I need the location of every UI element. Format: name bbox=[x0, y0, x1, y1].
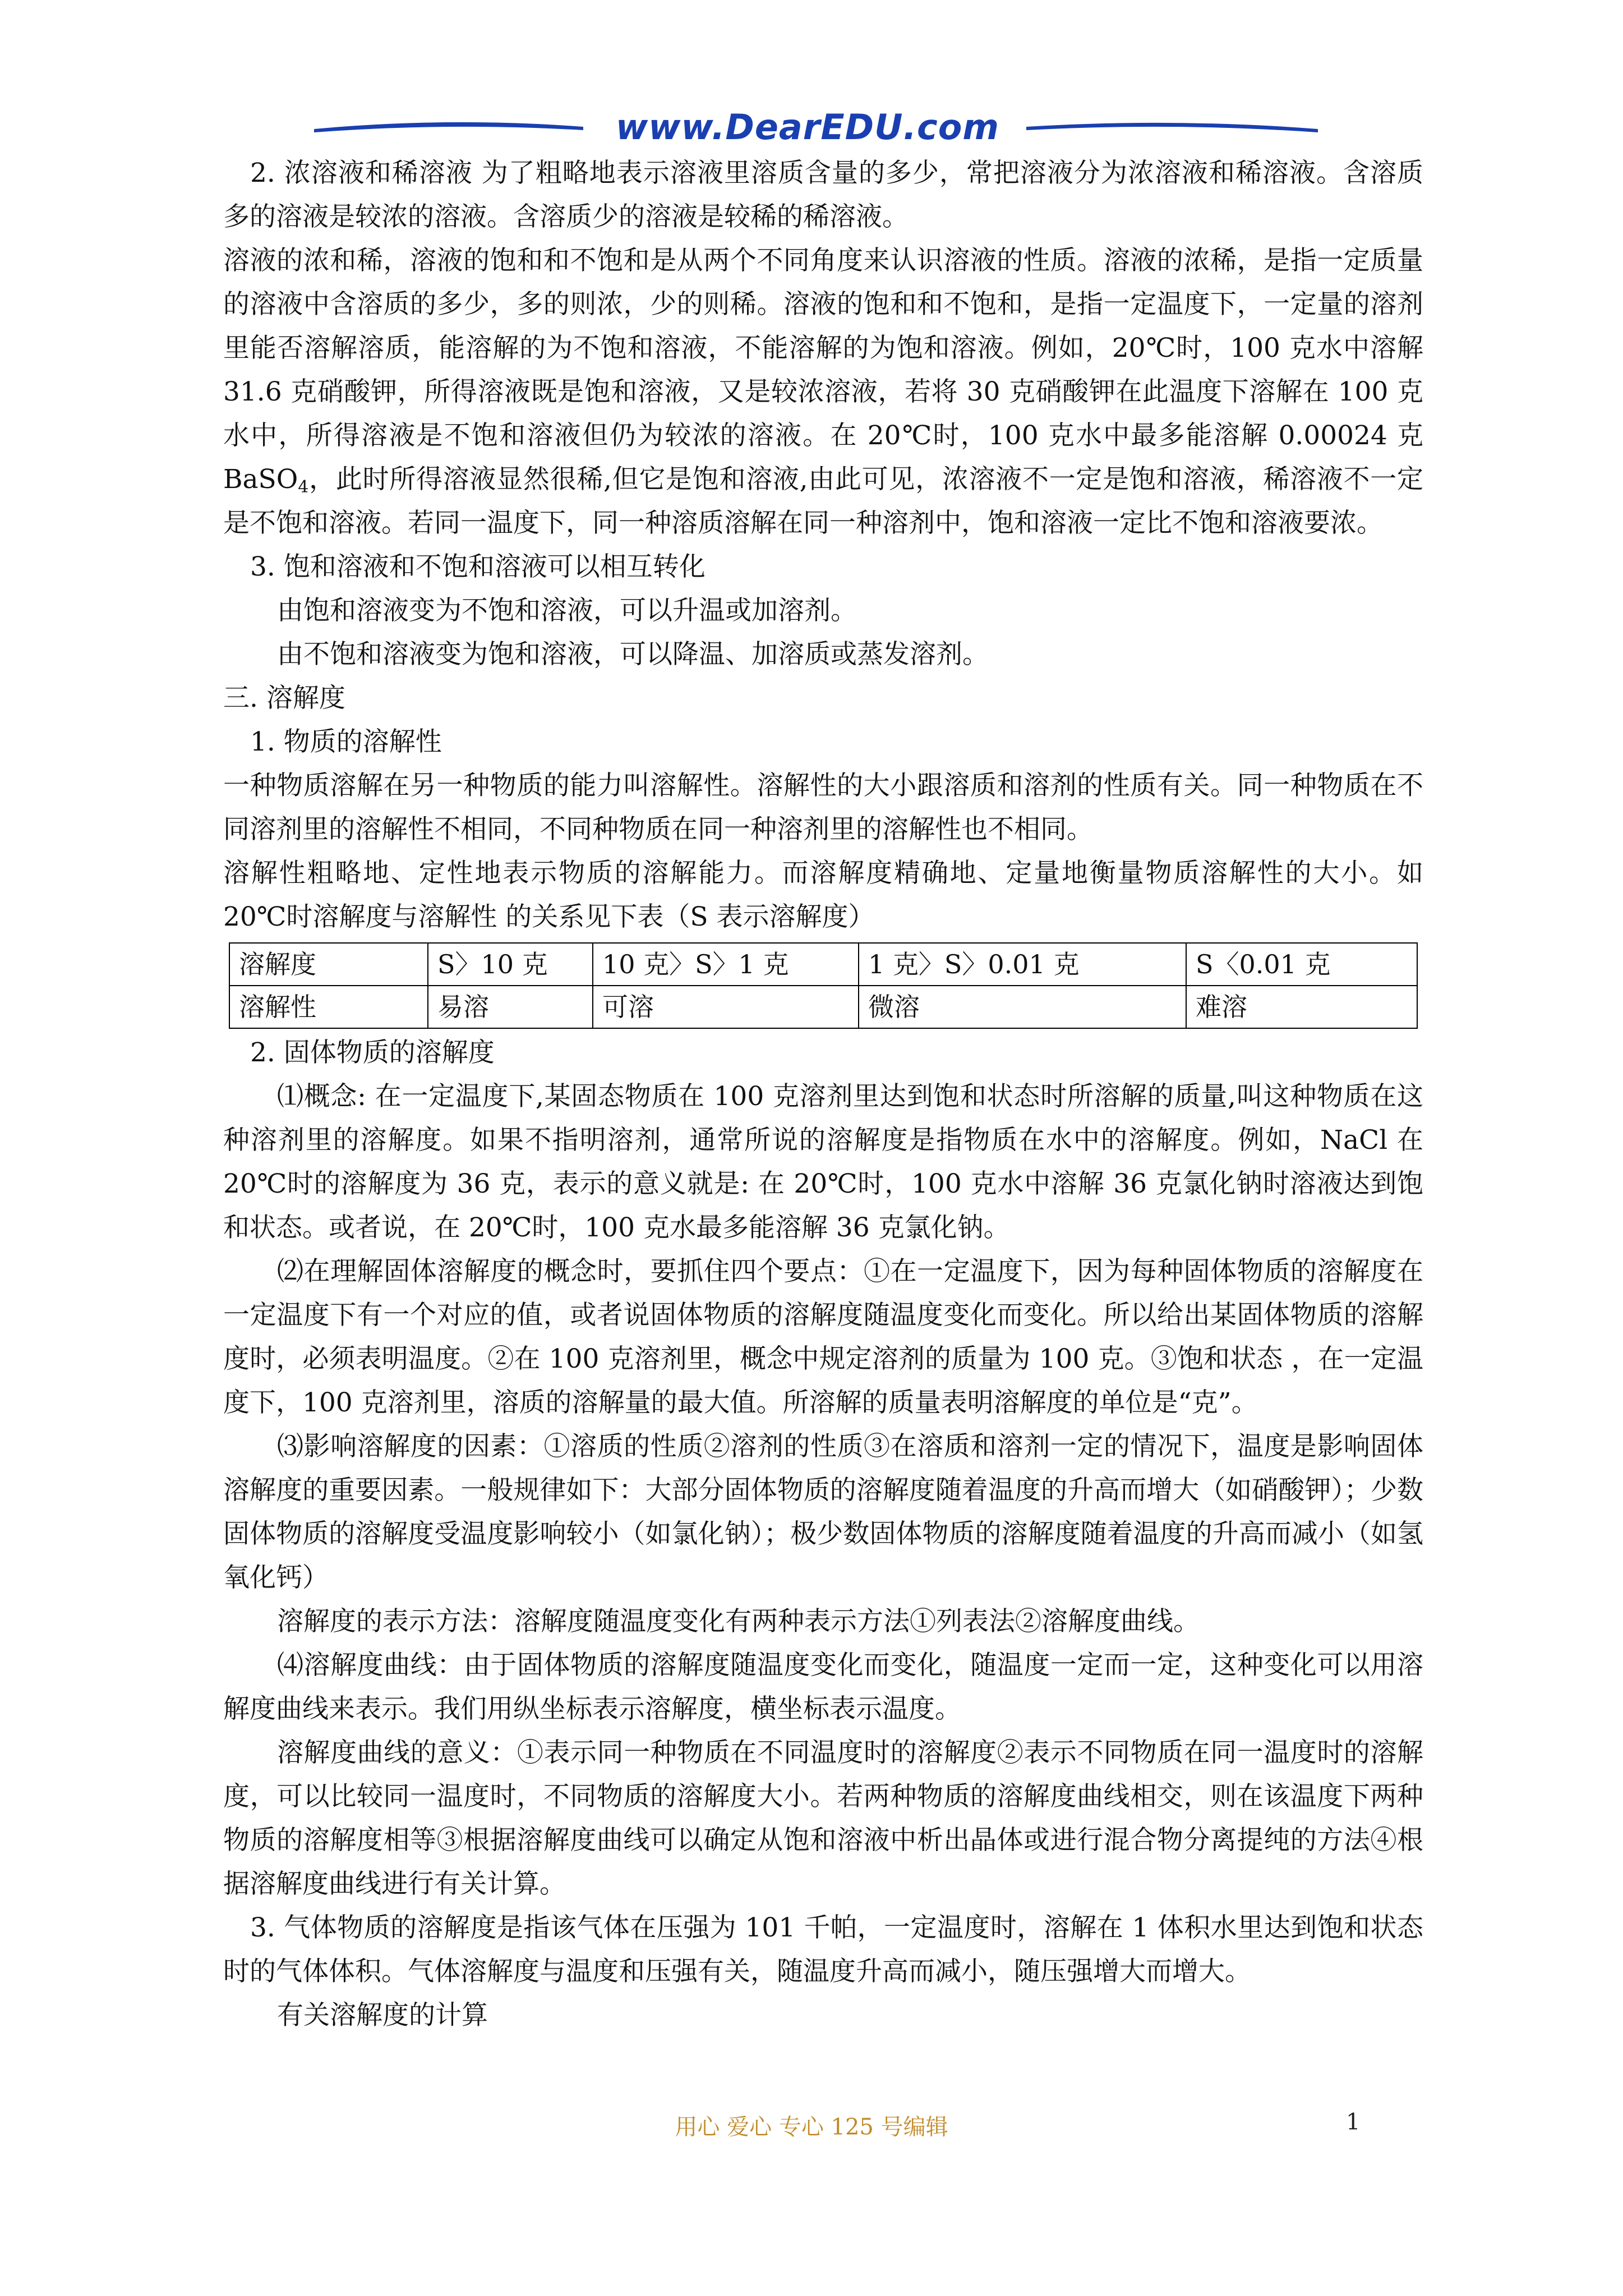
paragraph: 2. 浓溶液和稀溶液 为了粗略地表示溶液里溶质含量的多少，常把溶液分为浓溶液和稀溶液。含溶质多的溶液是较浓的溶液。含溶质少的溶液是较稀的稀溶液。 bbox=[223, 158, 1423, 232]
header-swoosh-right-icon bbox=[1026, 119, 1318, 136]
table-cell: 1 克〉S〉0.01 克 bbox=[859, 943, 1186, 986]
section-heading: 3. 饱和溶液和不饱和溶液可以相互转化 bbox=[250, 551, 706, 582]
paragraph bbox=[223, 239, 1423, 545]
header-swoosh-left-icon bbox=[314, 119, 583, 136]
table-cell: 溶解性 bbox=[229, 986, 428, 1028]
solubility-table bbox=[229, 942, 1418, 1029]
table-cell: 可溶 bbox=[593, 986, 859, 1028]
header-logo: www.DearEDU.com bbox=[615, 107, 999, 148]
paragraph: 有关溶解度的计算 bbox=[277, 2000, 488, 2031]
paragraph: 溶解度曲线的意义：①表示同一种物质在不同温度时的溶解度②表示不同物质在同一温度时的溶解度，可以比较同一温度时，不同物质的溶解度大小。若两种物质的溶解度曲线相交，则在该温度下两种物质的溶解度相等③根据溶解度曲线可以确定从饱和溶液中析出晶体或进行混合物分离提纯的方法④根据溶解度曲线进行有关计算。 bbox=[223, 1737, 1423, 1899]
table-cell: 难溶 bbox=[1186, 986, 1417, 1028]
section-heading: 1. 物质的溶解性 bbox=[250, 726, 442, 757]
table-cell: 易溶 bbox=[428, 986, 593, 1028]
paragraph: ⑴概念: 在一定温度下,某固态物质在 100 克溶剂里达到饱和状态时所溶解的质量,叫这种物质在这种溶剂里的溶解度。如果不指明溶剂，通常所说的溶解度是指物质在水中的溶解度。例如，NaCl 在 20℃时的溶解度为 36 克，表示的意义就是: 在 20℃时，100 克水中溶解 36 克氯化钠时溶液达到饱和状态。或者说，在 20℃时，100 克水最多能溶解 36 克氯化钠。 bbox=[223, 1081, 1423, 1243]
table-cell: 溶解度 bbox=[229, 943, 428, 986]
paragraph-text: ，此时所得溶液显然很稀,但它是饱和溶液,由此可见，浓溶液不一定是饱和溶液，稀溶液不一定是不饱和溶液。若同一温度下，同一种溶质溶解在同一种溶剂中，饱和溶液一定比不饱和溶液要浓。 bbox=[223, 464, 1423, 539]
page-number: 1 bbox=[1346, 2109, 1361, 2135]
table-cell: 微溶 bbox=[859, 986, 1186, 1028]
paragraph: 溶解度的表示方法：溶解度随温度变化有两种表示方法①列表法②溶解度曲线。 bbox=[277, 1606, 1200, 1637]
table-row bbox=[229, 986, 1417, 1028]
table-cell: S〉10 克 bbox=[428, 943, 593, 986]
paragraph: ⑶影响溶解度的因素：①溶质的性质②溶剂的性质③在溶质和溶剂一定的情况下，温度是影响固体溶解度的重要因素。一般规律如下：大部分固体物质的溶解度随着温度的升高而增大（如硝酸钾）；少数固体物质的溶解度受温度影响较小（如氯化钠）；极少数固体物质的溶解度随着温度的升高而减小（如氢氧化钙） bbox=[223, 1431, 1423, 1593]
section-heading: 2. 固体物质的溶解度 bbox=[250, 1037, 495, 1068]
paragraph: 溶解性粗略地、定性地表示物质的溶解能力。而溶解度精确地、定量地衡量物质溶解性的大小。如 20℃时溶解度与溶解性 的关系见下表（S 表示溶解度） bbox=[223, 858, 1423, 932]
document-body bbox=[223, 151, 1423, 2037]
table-cell: S〈0.01 克 bbox=[1186, 943, 1417, 986]
paragraph: 一种物质溶解在另一种物质的能力叫溶解性。溶解性的大小跟溶质和溶剂的性质有关。同一种物质在不同溶剂里的溶解性不相同，不同种物质在同一种溶剂里的溶解性也不相同。 bbox=[223, 770, 1423, 845]
paragraph: ⑵在理解固体溶解度的概念时，要抓住四个要点：①在一定温度下，因为每种固体物质的溶解度在一定温度下有一个对应的值，或者说固体物质的溶解度随温度变化而变化。所以给出某固体物质的溶解度时，必须表明温度。②在 100 克溶剂里，概念中规定溶剂的质量为 100 克。③饱和状态 ，在一定温度下，100 克溶剂里，溶质的溶解量的最大值。所溶解的质量表明溶解度的单位是“克”。 bbox=[223, 1256, 1423, 1418]
section-heading: 三. 溶解度 bbox=[223, 683, 345, 714]
paragraph: 3. 气体物质的溶解度是指该气体在压强为 101 千帕，一定温度时，溶解在 1 体积水里达到饱和状态时的气体体积。气体溶解度与温度和压强有关，随温度升高而减小，随压强增大而增大。 bbox=[223, 1912, 1423, 1987]
paragraph: 由不饱和溶液变为饱和溶液，可以降温、加溶质或蒸发溶剂。 bbox=[277, 639, 989, 670]
paragraph: 由饱和溶液变为不饱和溶液，可以升温或加溶剂。 bbox=[277, 595, 857, 626]
paragraph-text: 溶液的浓和稀，溶液的饱和和不饱和是从两个不同角度来认识溶液的性质。溶液的浓稀，是指一定质量的溶液中含溶质的多少，多的则浓，少的则稀。溶液的饱和和不饱和，是指一定温度下，一定量的溶剂里能否溶解溶质，能溶解的为不饱和溶液，不能溶解的为饱和溶液。例如，20℃时，100 克水中溶解 31.6 克硝酸钾，所得溶液既是饱和溶液，又是较浓溶液，若将 30 克硝酸钾在此温度下溶解在 100 克水中，所得溶液是不饱和溶液但仍为较浓的溶液。在 20℃时，100 克水中最多能溶解 0.00024 克 BaSO bbox=[223, 245, 1423, 495]
footer-text: 用心 爱心 专心 125 号编辑 bbox=[675, 2114, 948, 2140]
table-cell: 10 克〉S〉1 克 bbox=[593, 943, 859, 986]
subscript: 4 bbox=[298, 477, 309, 497]
table-row bbox=[229, 943, 1417, 986]
paragraph: ⑷溶解度曲线：由于固体物质的溶解度随温度变化而变化，随温度一定而一定，这种变化可以用溶解度曲线来表示。我们用纵坐标表示溶解度，横坐标表示温度。 bbox=[223, 1650, 1423, 1724]
